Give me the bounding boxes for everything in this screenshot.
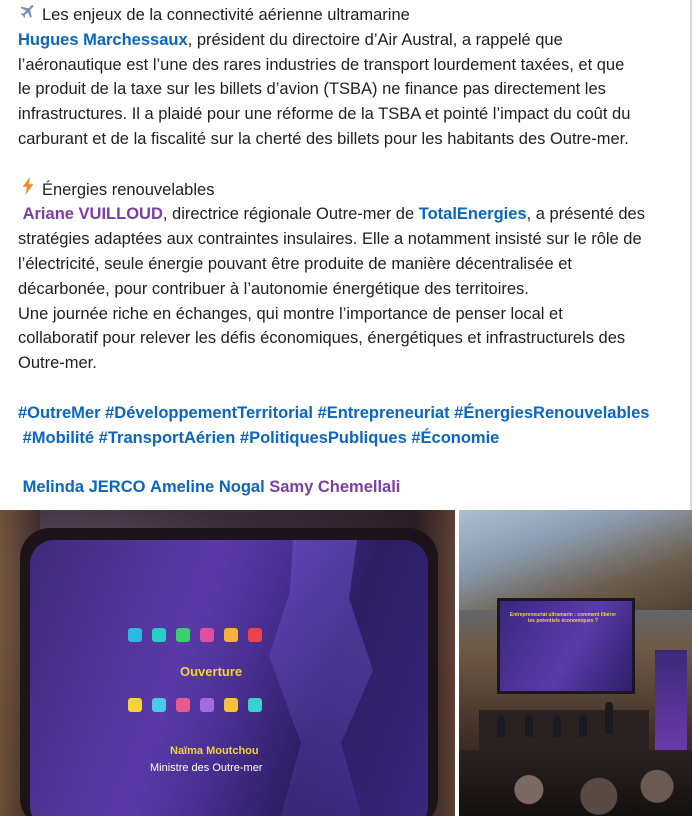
mention-ameline-nogal[interactable]: Ameline Nogal	[150, 478, 265, 497]
text-line: , président du directoire d’Air Austral, a rappelé que	[187, 30, 563, 49]
presentation-screen	[30, 540, 428, 816]
panelist	[579, 715, 587, 737]
panelist	[525, 715, 533, 737]
airplane-icon	[18, 2, 38, 28]
mention-melinda-jerco[interactable]: Melinda JERCO	[22, 478, 146, 497]
mention-hugues-marchessaux[interactable]: Hugues Marchessaux	[18, 30, 188, 49]
text-line: l’électricité, seule énergie pouvant être produite de manière décentralisée et	[18, 254, 572, 273]
post-image-panel[interactable]	[459, 510, 692, 816]
opening-title: Ouverture	[180, 664, 243, 679]
speaker-standing	[605, 702, 613, 734]
text-line: , a présenté des	[526, 205, 645, 224]
text-line: , directrice régionale Outre-mer de	[162, 205, 419, 224]
mention-ariane-vuilloud[interactable]: Ariane VUILLOUD	[22, 205, 163, 224]
ceiling-painting	[459, 510, 692, 610]
text-line: Une journée riche en échanges, qui montre l’importance de penser local et	[18, 304, 563, 323]
speaker-name: Naïma Moutchou	[170, 745, 259, 757]
text-line: le produit de la taxe sur les billets d’avion (TSBA) ne finance pas directement les	[18, 80, 606, 99]
speaker-title: Ministre des Outre-mer	[150, 762, 263, 774]
post-body	[18, 2, 678, 500]
map-silhouette	[245, 540, 405, 816]
panelist	[553, 715, 561, 737]
section-heading-air	[18, 2, 678, 28]
section-heading-energy-text: Énergies renouvelables	[42, 180, 215, 199]
hashtags-line-2[interactable]	[18, 426, 678, 451]
logo-row-bottom	[128, 698, 262, 712]
panelist	[497, 715, 505, 737]
tagged-people	[18, 475, 678, 500]
mention-samy-chemellali[interactable]: Samy Chemellali	[269, 478, 401, 497]
panel-screen-title: Entrepreneuriat ultramarin : comment libérer les potentiels économiques ?	[509, 612, 617, 624]
text-line: décarbonée, pour contribuer à l’autonomie énergétique des territoires.	[18, 279, 529, 298]
text-line: Outre-mer.	[18, 354, 97, 373]
text-line: infrastructures. Il a plaidé pour une réforme de la TSBA et pointé l’impact du coût du	[18, 105, 631, 124]
text-line: carburant et de la fiscalité sur la cherté des billets pour les habitants des Outre-mer.	[18, 129, 629, 148]
text-line: collaboratif pour relever les défis économiques, énergétiques et infrastructurels des	[18, 329, 626, 348]
hashtags-line-2-text[interactable]: #Mobilité #TransportAérien #PolitiquesPubliques #Économie	[22, 428, 500, 447]
hashtags-line-1[interactable]: #OutreMer #DéveloppementTerritorial #Entrepreneuriat #ÉnergiesRenouvelables	[18, 403, 650, 422]
post-image-opening[interactable]	[0, 510, 455, 816]
lightning-icon	[18, 177, 38, 203]
section-heading-energy	[18, 177, 678, 203]
logo-row-top	[128, 628, 262, 642]
text-line: stratégies adaptées aux contraintes insulaires. Elle a notamment insisté sur le rôle de	[18, 230, 642, 249]
mention-totalenergies[interactable]: TotalEnergies	[418, 205, 527, 224]
audience	[459, 750, 692, 816]
text-line: l’aéronautique est l’une des rares industries de transport lourdement taxées, et que	[18, 55, 625, 74]
section-heading-air-text: Les enjeux de la connectivité aérienne ultramarine	[42, 6, 410, 24]
side-banner	[655, 650, 687, 750]
